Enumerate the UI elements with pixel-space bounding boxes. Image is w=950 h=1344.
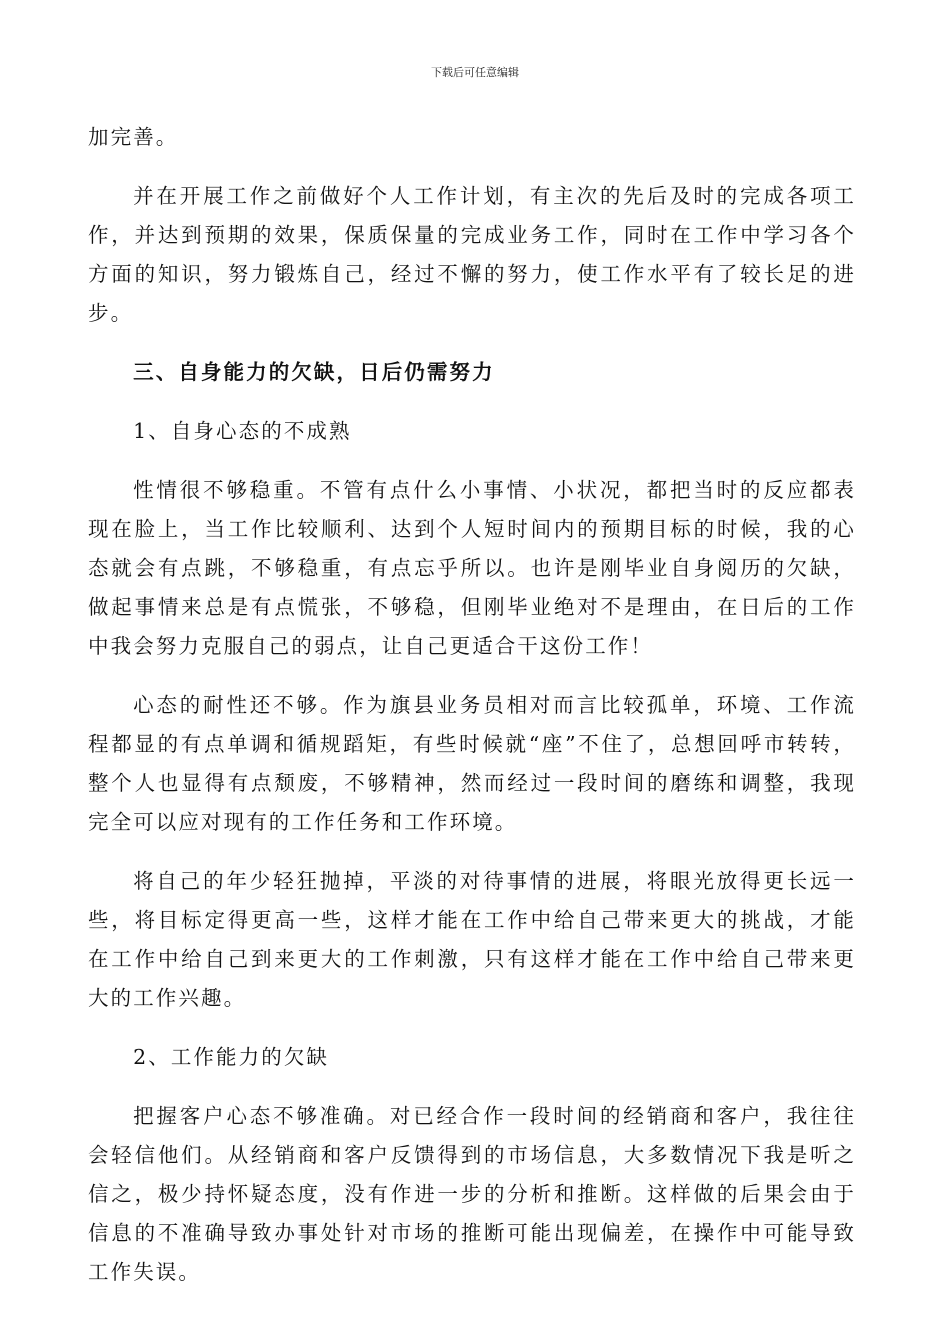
- paragraph-goals: 将自己的年少轻狂抛掉，平淡的对待事情的进展，将眼光放得更长远一些，将目标定得更高一些，这样才能在工作中给自己带来更大的挑战，才能在工作中给自己到来更大的工作刺激，只有这样才能在工作中给自己带来更大的工作兴趣。: [88, 869, 856, 1010]
- paragraph-continuation: 加完善。: [88, 125, 179, 149]
- paragraph-temperament: 性情很不够稳重。不管有点什么小事情、小状况，都把当时的反应都表现在脸上，当工作比较顺利、达到个人短时间内的预期目标的时候，我的心态就会有点跳，不够稳重，有点忘乎所以。也许是刚毕业自身阅历的欠缺，做起事情来总是有点慌张，不够稳，但刚毕业绝对不是理由，在日后的工作中我会努力克服自己的弱点，让自己更适合干这份工作！: [88, 478, 856, 658]
- paragraph-work-plan: 并在开展工作之前做好个人工作计划，有主次的先后及时的完成各项工作，并达到预期的效果，保质保量的完成业务工作，同时在工作中学习各个方面的知识，努力锻炼自己，经过不懈的努力，使工作水平有了较长足的进步。: [88, 184, 856, 325]
- subsection-heading-1: 1、自身心态的不成熟: [133, 419, 352, 443]
- paragraph-client-judgment: 把握客户心态不够准确。对已经合作一段时间的经销商和客户，我往往会轻信他们。从经销商和客户反馈得到的市场信息，大多数情况下我是听之信之，极少持怀疑态度，没有作进一步的分析和推断。这样做的后果会由于信息的不准确导致办事处针对市场的推断可能出现偏差，在操作中可能导致工作失误。: [88, 1104, 856, 1284]
- subsection-heading-2: 2、工作能力的欠缺: [133, 1045, 330, 1069]
- paragraph-patience: 心态的耐性还不够。作为旗县业务员相对而言比较孤单，环境、工作流程都显的有点单调和循规蹈矩，有些时候就“座”不住了，总想回呼市转转，整个人也显得有点颓废，不够精神，然而经过一段时间的磨练和调整，我现完全可以应对现有的工作任务和工作环境。: [88, 693, 856, 834]
- section-heading: 三、自身能力的欠缺，日后仍需努力: [133, 360, 495, 384]
- page-header: 下载后可任意编辑: [431, 66, 519, 79]
- document-body: [88, 118, 856, 1312]
